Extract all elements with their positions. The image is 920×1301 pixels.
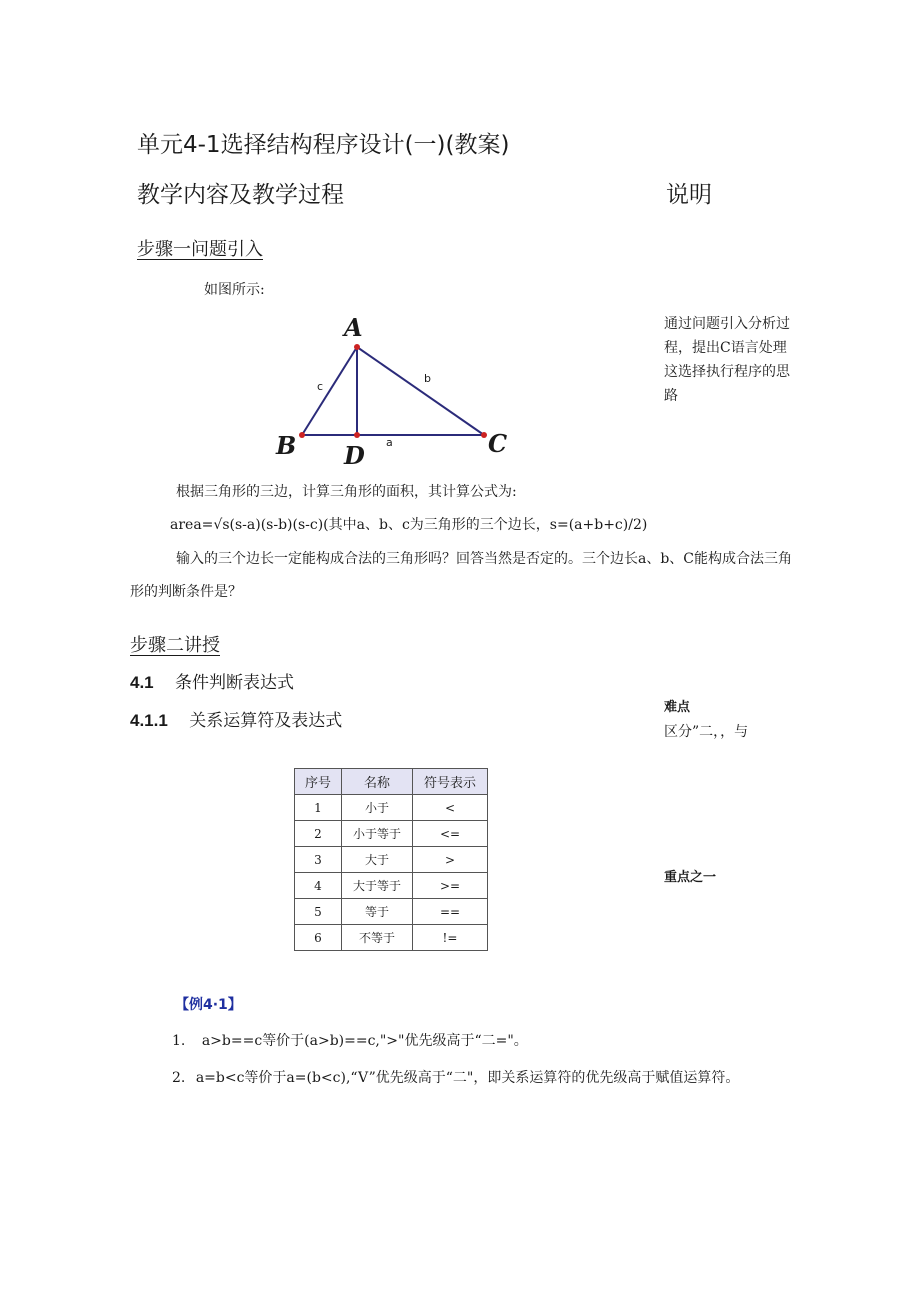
cell-name: 大于 (342, 847, 413, 873)
cell-index: 5 (295, 899, 342, 925)
example-item-1-number: 1. (172, 1033, 186, 1049)
table-row (295, 821, 488, 847)
example-item-1 (172, 1030, 528, 1050)
header-index: 序号 (295, 769, 342, 795)
cell-index: 2 (295, 821, 342, 847)
step1-heading: 步骤一问题引入 (137, 239, 263, 260)
table-header-row (295, 769, 488, 795)
section-4-1-1-title: 关系运算符及表达式 (189, 711, 343, 731)
cell-name: 小于等于 (342, 821, 413, 847)
note-difficulty-text: 区分”二，，与 (664, 724, 749, 740)
note-problem-intro: 通过问题引入分析过程，提出C语言处理这选择执行程序的思路 (664, 316, 790, 404)
side-label-c: c (317, 380, 324, 393)
example-item-2 (172, 1067, 739, 1087)
section-4-1-number: 4.1 (130, 673, 154, 692)
label-a: A (344, 313, 363, 342)
note-key-point: 重点之一 (664, 870, 717, 885)
example-item-2-number: 2. (172, 1070, 186, 1086)
section-4-1-1 (130, 706, 342, 731)
section-4-1 (130, 668, 294, 693)
table-row (295, 899, 488, 925)
side-b-line (357, 347, 484, 435)
cell-index: 1 (295, 795, 342, 821)
vertex-c-dot (481, 432, 487, 438)
section-4-1-title: 条件判断表达式 (175, 673, 295, 693)
column-heading-content: 教学内容及教学过程 (137, 182, 344, 208)
table-row (295, 847, 488, 873)
example-title: 【例4·1】 (175, 997, 242, 1013)
cell-symbol: <= (413, 821, 488, 847)
cell-symbol: != (413, 925, 488, 951)
cell-name: 等于 (342, 899, 413, 925)
page-title: 单元4-1选择结构程序设计(一)(教案) (137, 132, 510, 158)
cell-name: 不等于 (342, 925, 413, 951)
triangle-figure (270, 312, 520, 472)
label-d: D (344, 441, 365, 470)
step2-heading: 步骤二讲授 (130, 635, 220, 656)
header-symbol: 符号表示 (413, 769, 488, 795)
side-c-line (302, 347, 357, 435)
cell-symbol: > (413, 847, 488, 873)
figure-intro: 如图所示: (204, 282, 265, 298)
cell-name: 大于等于 (342, 873, 413, 899)
example-item-2-text: a=b<c等价于a=(b<c),“V”优先级高于“二"，即关系运算符的优先级高于赋值运算符。 (195, 1070, 740, 1086)
cell-symbol: < (413, 795, 488, 821)
para-validity-line1: 输入的三个边长一定能构成合法的三角形吗？回答当然是否定的。三个边长a、b、C能构成合法三角 (176, 551, 793, 567)
cell-index: 4 (295, 873, 342, 899)
cell-symbol: == (413, 899, 488, 925)
para-validity-line2: 形的判断条件是？ (130, 584, 242, 600)
cell-index: 6 (295, 925, 342, 951)
example-item-1-text: a>b==c等价于(a>b)==c,">"优先级高于“二="。 (201, 1033, 528, 1049)
side-label-a: a (386, 436, 393, 449)
relational-operators-table (294, 768, 488, 951)
cell-name: 小于 (342, 795, 413, 821)
label-c: C (488, 429, 508, 458)
cell-index: 3 (295, 847, 342, 873)
para-area-intro: 根据三角形的三边，计算三角形的面积，其计算公式为: (176, 484, 517, 500)
vertex-d-dot (354, 432, 360, 438)
table-row (295, 873, 488, 899)
cell-symbol: >= (413, 873, 488, 899)
area-formula: area=√s(s-a)(s-b)(s-c)(其中a、b、c为三角形的三个边长，s=(a+b+c)/2) (170, 517, 648, 533)
vertex-a-dot (354, 344, 360, 350)
table-row (295, 795, 488, 821)
section-4-1-1-number: 4.1.1 (130, 711, 168, 730)
side-label-b: b (424, 372, 431, 385)
header-name: 名称 (342, 769, 413, 795)
vertex-b-dot (299, 432, 305, 438)
column-heading-notes: 说明 (666, 182, 712, 208)
label-b: B (276, 431, 297, 460)
table-row (295, 925, 488, 951)
note-difficulty-title: 难点 (664, 700, 691, 715)
